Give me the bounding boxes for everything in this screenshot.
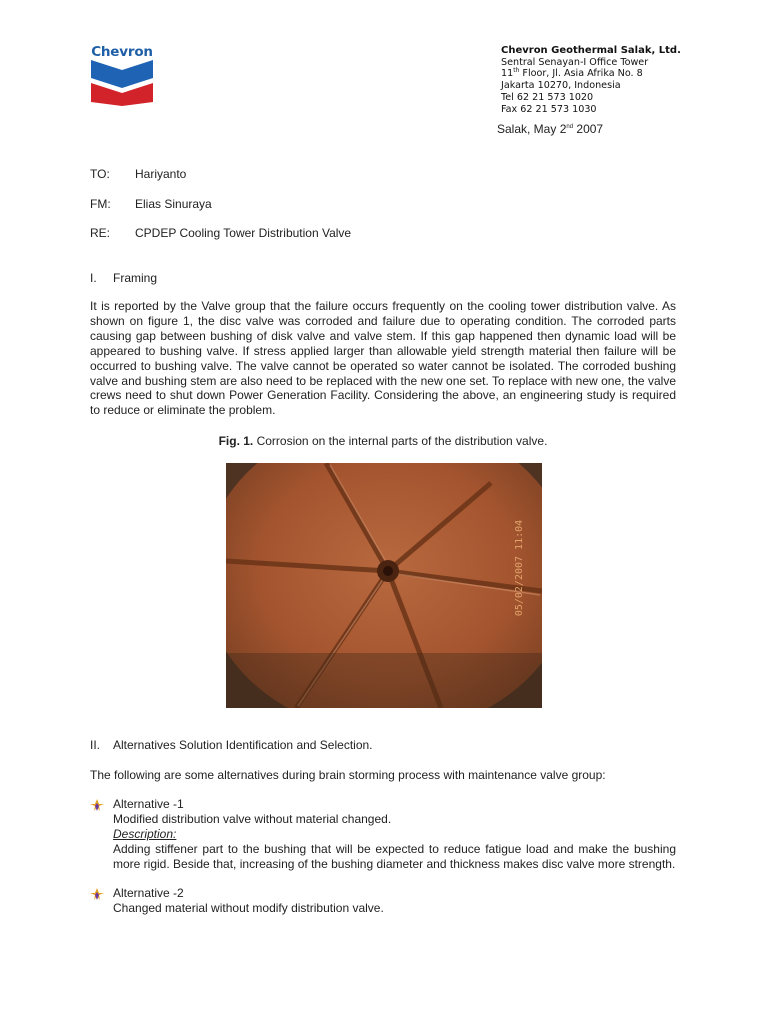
alternative-subtitle: Changed material without modify distribution valve. [113,900,384,915]
to-value: Hariyanto [135,167,187,181]
list-item [90,797,676,887]
subject-value: CPDEP Cooling Tower Distribution Valve [135,226,352,240]
floor-number: 11 [501,68,514,80]
section-title: Alternatives Solution Identification and Selection. [113,738,373,752]
paragraph-text: It is reported by the Valve group that the failure occurs frequently on the cooling tower distribution valve. As shown on figure 1, the disc valve was corroded and failure due to operating condition. The corroded parts causing gap between bushing of disk valve and valve stem. If this gap happened then dynamic load will be appeared to bushing valve. If stress applied larger than allowable yield strength material then failure will be occurred to bushing valve. The valve cannot be operated so water cannot be isolated. The corroded bushing valve and bushing stem are also need to be replaced with the new one set. To replace with new one, the valve crews need to shut down Power Generation Facility. Considering the above, an engineering study is required to reduce or eliminate the problem. [90,299,676,418]
alternative-description: Adding stiffener part to the bushing that will be expected to reduce fatigue load and make the bushing more rigid. Beside that, increasing of the bushing diameter and thickness makes disc valve more strength. [113,841,676,871]
address-line [501,68,681,80]
valve-corrosion-photo [226,463,542,708]
alternatives-intro: The following are some alternatives during brain storming process with maintenance valve group: [90,768,606,782]
to-label: TO: [90,167,110,181]
bullet-icon [90,888,104,900]
chevron-emblem-icon [91,60,153,106]
floor-street: Floor, Jl. Asia Afrika No. 8 [519,68,643,80]
letterhead-address [501,45,681,115]
list-item [90,886,676,918]
description-label: Description: [113,826,177,841]
memo-date [497,122,603,136]
figure-caption [90,434,676,448]
from-label: FM: [90,197,111,211]
alternative-body [113,886,676,916]
company-name: Chevron Geothermal Salak, Ltd. [501,45,681,56]
address-line: Jakarta 10270, Indonesia [501,80,621,92]
fax: Fax 62 21 573 1030 [501,103,597,115]
alternative-title: Alternative -2 [113,886,184,900]
address-line: Sentral Senayan-I Office Tower [501,56,649,68]
date-year: 2007 [573,122,604,136]
bullet-icon [90,799,104,811]
section-number: II. [90,738,101,752]
alternative-body [113,797,676,872]
section-title: Framing [113,271,158,285]
logo-wordmark: Chevron [91,44,153,60]
photo-timestamp: 05/02/2007 11:04 [514,519,525,617]
floor-suffix: th [513,67,520,75]
section-number: I. [90,271,97,285]
chevron-logo [90,44,154,106]
alternative-title: Alternative -1 [113,797,184,811]
from-value: Elias Sinuraya [135,197,212,211]
alternative-subtitle: Modified distribution valve without material changed. [113,811,392,826]
phone: Tel 62 21 573 1020 [501,91,594,103]
subject-label: RE: [90,226,111,240]
figure-caption-text: Corrosion on the internal parts of the distribution valve. [253,434,548,448]
date-suffix: nd [566,124,574,130]
framing-paragraph [90,299,676,418]
date-prefix: Salak, May 2 [497,122,567,136]
figure-label: Fig. 1. [218,434,254,448]
